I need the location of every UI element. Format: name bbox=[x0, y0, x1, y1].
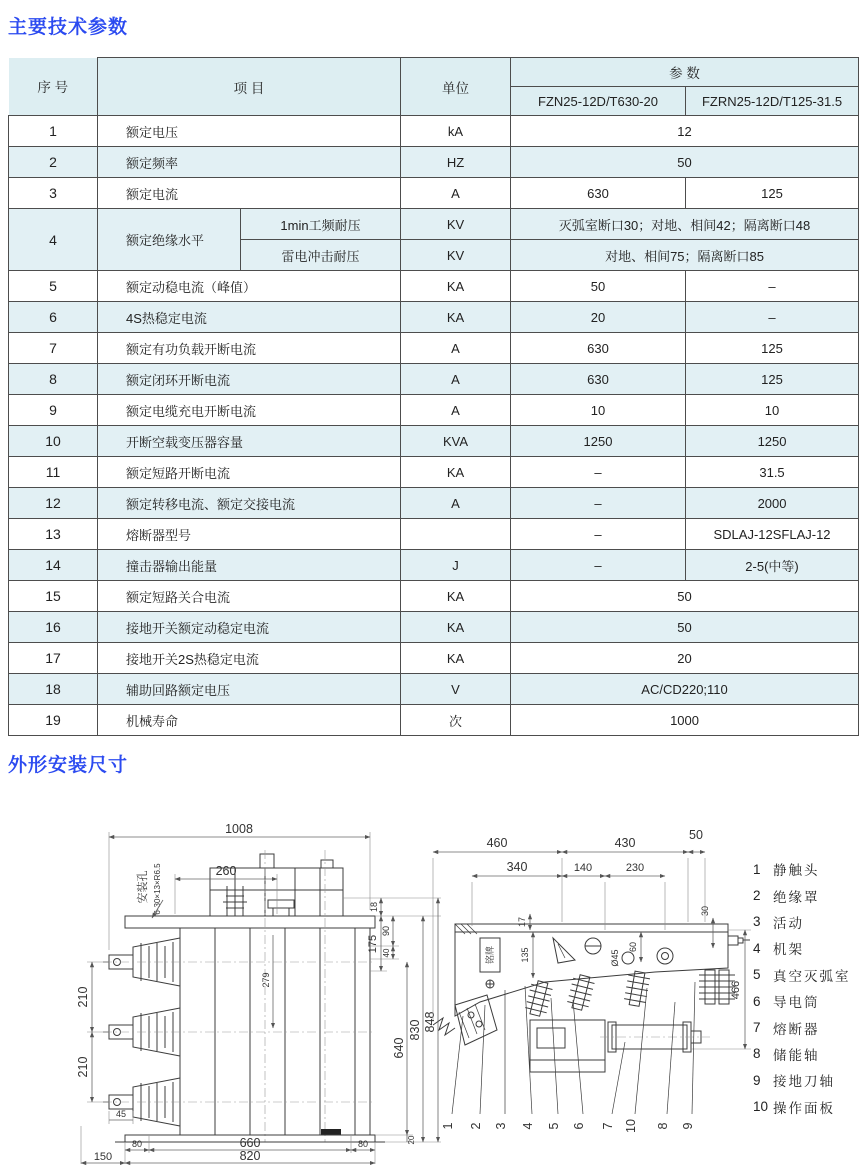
cell-unit bbox=[401, 519, 511, 550]
cell-item: 熔断器型号 bbox=[98, 519, 401, 550]
cell-value-1: 50 bbox=[511, 271, 686, 302]
legend-item-label: 绝缘罩 bbox=[773, 889, 820, 905]
table-row bbox=[9, 488, 859, 519]
nameplate-label: 铭牌 bbox=[485, 945, 495, 965]
legend-item-label: 机架 bbox=[773, 942, 804, 958]
dim-150: 150 bbox=[93, 1151, 113, 1163]
cell-unit: 次 bbox=[401, 705, 511, 736]
table-row bbox=[9, 612, 859, 643]
cell-subitem-2: 雷电冲击耐压 bbox=[241, 240, 401, 271]
dim-80-left: 80 bbox=[131, 1139, 143, 1149]
cell-value-2: 125 bbox=[686, 364, 859, 395]
legend-item-number: 1 bbox=[753, 861, 761, 877]
front-view-dimensions bbox=[76, 822, 441, 1164]
table-row bbox=[9, 147, 859, 178]
legend-item-label: 活动 bbox=[773, 915, 804, 931]
legend-item-number: 3 bbox=[753, 914, 761, 930]
dim-45: 45 bbox=[115, 1109, 127, 1119]
dim-30: 30 bbox=[700, 905, 710, 917]
callout-number: 1 bbox=[441, 1122, 455, 1130]
cell-item: 额定转移电流、额定交接电流 bbox=[98, 488, 401, 519]
cell-item: 额定频率 bbox=[98, 147, 401, 178]
cell-value-1: 1250 bbox=[511, 426, 686, 457]
cell-value: 灭弧室断口30；对地、相间42；隔离断口48 bbox=[511, 209, 859, 240]
header-item: 项 目 bbox=[98, 58, 401, 116]
cell-item: 开断空载变压器容量 bbox=[98, 426, 401, 457]
legend-item-number: 5 bbox=[753, 967, 761, 983]
legend-item bbox=[753, 882, 851, 908]
dim-20: 20 bbox=[407, 1135, 416, 1145]
header-model-2: FZRN25-12D/T125-31.5 bbox=[686, 87, 859, 116]
cell-item: 辅助回路额定电压 bbox=[98, 674, 401, 705]
cell-item: 额定闭环开断电流 bbox=[98, 364, 401, 395]
outline-drawing-front bbox=[25, 790, 445, 1168]
legend-item bbox=[753, 962, 851, 988]
callout-number: 8 bbox=[656, 1122, 670, 1130]
cell-value-2: 125 bbox=[686, 333, 859, 364]
cell-no: 5 bbox=[9, 271, 98, 302]
callout-number: 4 bbox=[521, 1122, 535, 1130]
legend-item-number: 9 bbox=[753, 1072, 761, 1088]
legend-item bbox=[753, 935, 851, 961]
cell-value-2: 2000 bbox=[686, 488, 859, 519]
cell-value-1: – bbox=[511, 457, 686, 488]
table-row bbox=[9, 271, 859, 302]
cell-unit: KVA bbox=[401, 426, 511, 457]
cell-no: 3 bbox=[9, 178, 98, 209]
legend-item bbox=[753, 1014, 851, 1040]
legend-item-label: 真空灭弧室 bbox=[773, 968, 851, 984]
cell-unit: A bbox=[401, 488, 511, 519]
legend-item bbox=[753, 856, 851, 882]
cell-unit: KV bbox=[401, 240, 511, 271]
cell-item: 额定短路开断电流 bbox=[98, 457, 401, 488]
cell-item: 接地开关2S热稳定电流 bbox=[98, 643, 401, 674]
legend-item-label: 储能轴 bbox=[773, 1047, 820, 1063]
header-no: 序 号 bbox=[9, 58, 98, 116]
cell-no: 9 bbox=[9, 395, 98, 426]
cell-no: 6 bbox=[9, 302, 98, 333]
callout-number: 3 bbox=[494, 1122, 508, 1130]
table-row bbox=[9, 302, 859, 333]
cell-value: 50 bbox=[511, 612, 859, 643]
legend-item-number: 6 bbox=[753, 993, 761, 1009]
dim-660: 660 bbox=[239, 1136, 261, 1150]
dim-140: 140 bbox=[573, 862, 593, 874]
cell-value: 20 bbox=[511, 643, 859, 674]
table-row bbox=[9, 426, 859, 457]
callout-number: 6 bbox=[572, 1122, 586, 1130]
cell-unit: KA bbox=[401, 612, 511, 643]
cell-value-2: – bbox=[686, 302, 859, 333]
table-row bbox=[9, 581, 859, 612]
legend-item-number: 10 bbox=[753, 1099, 769, 1115]
legend-item-label: 接地刀轴 bbox=[773, 1074, 835, 1090]
callout-number: 9 bbox=[681, 1122, 695, 1130]
cell-unit: KV bbox=[401, 209, 511, 240]
dim-135: 135 bbox=[520, 947, 530, 963]
cell-item: 4S热稳定电流 bbox=[98, 302, 401, 333]
cell-no: 12 bbox=[9, 488, 98, 519]
cell-no: 14 bbox=[9, 550, 98, 581]
dim-466: 466 bbox=[730, 980, 742, 1000]
legend-item bbox=[753, 1041, 851, 1067]
table-row bbox=[9, 395, 859, 426]
dim-60: 60 bbox=[628, 941, 638, 953]
cell-item: 额定短路关合电流 bbox=[98, 581, 401, 612]
dim-50: 50 bbox=[689, 828, 703, 842]
table-row bbox=[9, 705, 859, 736]
cell-item: 额定动稳电流（峰值） bbox=[98, 271, 401, 302]
switch-side-view bbox=[433, 924, 750, 1072]
header-unit: 单位 bbox=[401, 58, 511, 116]
cell-item: 额定电缆充电开断电流 bbox=[98, 395, 401, 426]
dim-dia45: Ø45 bbox=[610, 949, 620, 967]
legend-item-number: 4 bbox=[753, 940, 761, 956]
dim-210-bottom: 210 bbox=[76, 1056, 90, 1078]
cell-value-2: 125 bbox=[686, 178, 859, 209]
table-row bbox=[9, 674, 859, 705]
table-row bbox=[9, 457, 859, 488]
legend-item bbox=[753, 988, 851, 1014]
dim-80-right: 80 bbox=[357, 1139, 369, 1149]
header-model-1: FZN25-12D/T630-20 bbox=[511, 87, 686, 116]
cell-no: 19 bbox=[9, 705, 98, 736]
cell-value: AC/CD220;110 bbox=[511, 674, 859, 705]
cell-unit: HZ bbox=[401, 147, 511, 178]
legend-item bbox=[753, 1067, 851, 1093]
cell-value-1: – bbox=[511, 488, 686, 519]
cell-item: 接地开关额定动稳定电流 bbox=[98, 612, 401, 643]
dim-279: 279 bbox=[261, 972, 271, 988]
legend-item bbox=[753, 1094, 851, 1120]
cell-no: 2 bbox=[9, 147, 98, 178]
cell-value-1: 10 bbox=[511, 395, 686, 426]
callout-number: 10 bbox=[624, 1119, 638, 1133]
cell-unit: J bbox=[401, 550, 511, 581]
legend-item-number: 7 bbox=[753, 1020, 761, 1036]
cell-value-2: 2-5(中等) bbox=[686, 550, 859, 581]
cell-unit: A bbox=[401, 364, 511, 395]
dim-430: 430 bbox=[614, 836, 636, 850]
table-row bbox=[9, 209, 859, 240]
table-row bbox=[9, 550, 859, 581]
cell-item: 撞击器输出能量 bbox=[98, 550, 401, 581]
cell-unit: A bbox=[401, 178, 511, 209]
dim-175: 175 bbox=[367, 934, 379, 954]
mount-hole-spec: 6-30×13×R6.5 bbox=[153, 863, 162, 915]
cell-no: 17 bbox=[9, 643, 98, 674]
cell-no: 13 bbox=[9, 519, 98, 550]
table-row bbox=[9, 178, 859, 209]
dim-40: 40 bbox=[382, 948, 391, 958]
cell-unit: A bbox=[401, 395, 511, 426]
cell-no: 16 bbox=[9, 612, 98, 643]
spec-table bbox=[8, 57, 859, 736]
cell-value-1: 20 bbox=[511, 302, 686, 333]
cell-value: 1000 bbox=[511, 705, 859, 736]
dim-848: 848 bbox=[423, 1011, 437, 1033]
table-row bbox=[9, 333, 859, 364]
legend-item-label: 静触头 bbox=[773, 863, 820, 879]
cell-unit: V bbox=[401, 674, 511, 705]
callout-number: 7 bbox=[601, 1122, 615, 1130]
dim-230: 230 bbox=[625, 862, 645, 874]
cell-value-1: – bbox=[511, 550, 686, 581]
side-view-dimensions bbox=[433, 828, 751, 1133]
callout-number: 5 bbox=[547, 1122, 561, 1130]
cell-value: 50 bbox=[511, 147, 859, 178]
section-title-dimensions: 外形安装尺寸 bbox=[8, 755, 129, 776]
dim-830: 830 bbox=[408, 1019, 422, 1041]
table-row bbox=[9, 116, 859, 147]
cell-item: 额定有功负载开断电流 bbox=[98, 333, 401, 364]
cell-value-1: 630 bbox=[511, 178, 686, 209]
header-params: 参 数 bbox=[511, 58, 859, 87]
cell-value-1: 630 bbox=[511, 333, 686, 364]
cell-unit: A bbox=[401, 333, 511, 364]
cell-unit: kA bbox=[401, 116, 511, 147]
cell-value: 对地、相间75；隔离断口85 bbox=[511, 240, 859, 271]
dim-90: 90 bbox=[381, 925, 391, 937]
cell-value-2: 31.5 bbox=[686, 457, 859, 488]
dim-460: 460 bbox=[486, 836, 508, 850]
cell-subitem-1: 1min工频耐压 bbox=[241, 209, 401, 240]
cell-no: 1 bbox=[9, 116, 98, 147]
legend-item-label: 导电筒 bbox=[773, 995, 820, 1011]
cell-unit: KA bbox=[401, 643, 511, 674]
dim-210-top: 210 bbox=[76, 986, 90, 1008]
legend-item-label: 熔断器 bbox=[773, 1021, 820, 1037]
mount-hole-label: 安装孔 bbox=[137, 870, 149, 904]
cell-value-1: 630 bbox=[511, 364, 686, 395]
cell-unit: KA bbox=[401, 271, 511, 302]
cell-unit: KA bbox=[401, 581, 511, 612]
table-row bbox=[9, 364, 859, 395]
cell-value-2: SDLAJ-12SFLAJ-12 bbox=[686, 519, 859, 550]
cell-no: 7 bbox=[9, 333, 98, 364]
legend-item bbox=[753, 909, 851, 935]
cell-value: 12 bbox=[511, 116, 859, 147]
dim-17: 17 bbox=[517, 916, 527, 928]
cell-unit: KA bbox=[401, 457, 511, 488]
cell-value: 50 bbox=[511, 581, 859, 612]
table-row bbox=[9, 643, 859, 674]
section-title-parameters: 主要技术参数 bbox=[8, 17, 129, 38]
cell-no: 11 bbox=[9, 457, 98, 488]
callout-number: 2 bbox=[469, 1122, 483, 1130]
legend-item-label: 操作面板 bbox=[773, 1100, 835, 1116]
cell-no: 15 bbox=[9, 581, 98, 612]
cell-value-1: – bbox=[511, 519, 686, 550]
cell-item: 额定电流 bbox=[98, 178, 401, 209]
cell-value-2: – bbox=[686, 271, 859, 302]
cell-no: 4 bbox=[9, 209, 98, 271]
cell-no: 18 bbox=[9, 674, 98, 705]
parts-legend bbox=[753, 856, 851, 1120]
cell-item: 额定电压 bbox=[98, 116, 401, 147]
cell-item: 额定绝缘水平 bbox=[98, 209, 241, 271]
legend-item-number: 8 bbox=[753, 1046, 761, 1062]
cell-value-2: 10 bbox=[686, 395, 859, 426]
table-row bbox=[9, 519, 859, 550]
legend-item-number: 2 bbox=[753, 888, 761, 904]
dim-340: 340 bbox=[506, 860, 528, 874]
cell-unit: KA bbox=[401, 302, 511, 333]
cell-no: 8 bbox=[9, 364, 98, 395]
dim-820: 820 bbox=[239, 1149, 261, 1163]
dim-18: 18 bbox=[369, 901, 379, 913]
dim-260: 260 bbox=[215, 864, 237, 878]
cell-item: 机械寿命 bbox=[98, 705, 401, 736]
cell-no: 10 bbox=[9, 426, 98, 457]
outline-drawing-side bbox=[425, 820, 770, 1160]
cell-value-2: 1250 bbox=[686, 426, 859, 457]
dim-1008: 1008 bbox=[225, 822, 253, 836]
dim-640: 640 bbox=[392, 1037, 406, 1059]
